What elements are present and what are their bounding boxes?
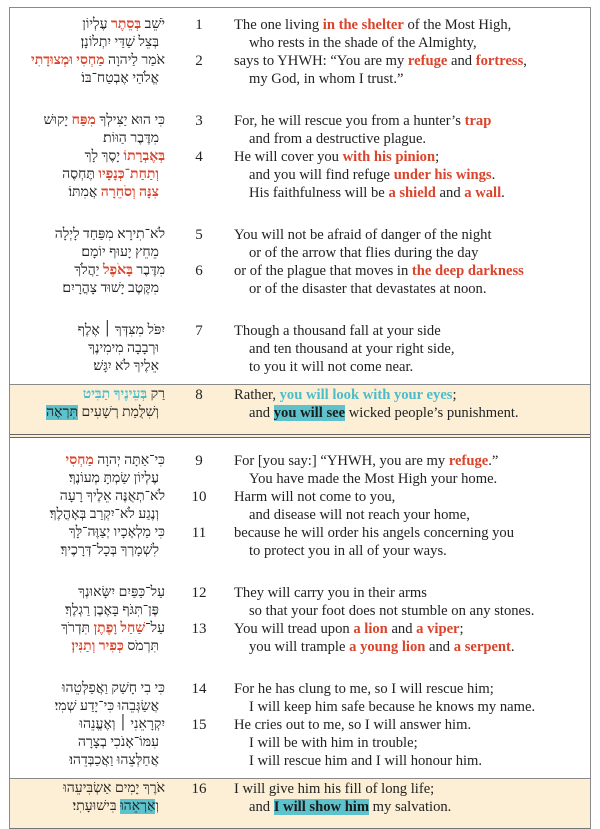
text-segment: to you it will not come near. [249, 359, 414, 375]
text-segment: מִדֶּבֶר [132, 263, 165, 278]
english-translation [221, 226, 492, 262]
verse-row [10, 16, 590, 52]
english-line [234, 16, 511, 34]
text-segment: יָקוּשׁ [43, 113, 72, 128]
hebrew-text [10, 16, 165, 52]
english-line [234, 638, 515, 656]
text-segment: because he will order his angels concerning you [234, 525, 515, 541]
english-line [234, 798, 451, 816]
verse-number: 3 [195, 113, 203, 129]
english-translation [221, 386, 519, 422]
hebrew-line [10, 226, 165, 244]
english-line [234, 358, 455, 376]
hebrew-line [10, 470, 165, 488]
verse-number: 5 [195, 227, 203, 243]
text-segment: יִקְרָאֵנִי ׀ וְאֶעֱנֵהוּ [79, 717, 165, 732]
english-translation [221, 112, 491, 148]
english-line [234, 130, 491, 148]
verse-row [10, 780, 590, 816]
hebrew-line [10, 16, 165, 34]
hebrew-line [10, 798, 165, 816]
text-segment: לֹא־תְאֻנֶּה אֵלֶיךָ רָעָה [59, 489, 165, 504]
text-segment: my salvation. [369, 799, 452, 815]
text-segment: יֹשֵׁב [141, 17, 165, 32]
emphasized-phrase: refuge [448, 453, 489, 469]
english-translation [221, 620, 515, 656]
text-segment: Harm will not come to you, [234, 489, 396, 505]
hebrew-line [10, 524, 165, 542]
text-segment: כִּי בִי חָשַׁק וַאֲפַלְּטֵהוּ [61, 681, 165, 696]
text-segment: and [249, 799, 274, 815]
text-segment: ; [452, 387, 457, 403]
text-segment: and [387, 621, 417, 637]
text-segment: כִּי הוּא יַצִּילְךָ [95, 113, 165, 128]
emphasized-phrase: the deep darkness [411, 263, 524, 279]
english-translation [221, 680, 535, 716]
english-line [234, 404, 519, 422]
text-segment: כִּי מַלְאָכָיו יְצַוֶּה־לָּךְ [68, 525, 165, 540]
verse-row [10, 524, 590, 560]
hebrew-line [10, 386, 165, 404]
text-segment: . [491, 167, 496, 183]
hebrew-line [10, 130, 165, 148]
english-translation [221, 584, 534, 620]
english-line [234, 386, 519, 404]
emphasized-phrase: בָּאֹפֶל [102, 263, 133, 278]
english-line [234, 524, 514, 542]
english-translation [221, 524, 514, 560]
text-segment: פֶּן־תִּגֹּף בָּאֶבֶן רַגְלֶךָ׃ [64, 603, 159, 618]
verse-number: 6 [195, 263, 203, 279]
verse-number: 11 [191, 525, 207, 541]
text-segment: יַהֲלֹךְ [74, 263, 103, 278]
verse-row [10, 716, 590, 770]
text-segment: מִקֶּטֶב יָשׁוּד צָהֳרָיִם׃ [62, 281, 159, 296]
english-translation [221, 16, 511, 52]
emphasized-phrase: כְּפִיר [98, 639, 124, 654]
stanza [10, 438, 590, 568]
hebrew-text [10, 52, 165, 88]
stanza [10, 104, 590, 210]
text-segment: וְשִׁלֻּמַת רְשָׁעִים [78, 405, 159, 420]
verse-number: 15 [191, 717, 207, 733]
text-segment: and [447, 53, 476, 69]
text-segment: .” [488, 453, 499, 469]
emphasized-phrase: fortress [475, 53, 524, 69]
text-segment: לִשְׁמָרְךָ בְּכָל־דְּרָכֶיךָ׃ [60, 543, 159, 558]
hebrew-line [10, 322, 165, 340]
emphasized-phrase: you will look with your eyes [279, 387, 453, 403]
hebrew-line [10, 584, 165, 602]
emphasized-phrase: a wall [464, 185, 502, 201]
hebrew-line [10, 680, 165, 698]
text-segment: and from a destructive plague. [249, 131, 427, 147]
hebrew-text [10, 488, 165, 524]
text-segment: He will cover you [234, 149, 343, 165]
verse-row [10, 322, 590, 376]
hebrew-text [10, 112, 165, 148]
text-segment: אֹמַר לַיהוָה [104, 53, 165, 68]
emphasized-phrase: a serpent [453, 639, 511, 655]
stanza [10, 672, 590, 778]
hebrew-text [10, 780, 165, 816]
english-line [234, 244, 492, 262]
text-segment: עַל־כַּפַּיִם יִשָּׂאוּנְךָ [78, 585, 165, 600]
hebrew-text [10, 524, 165, 560]
verse-number: 8 [195, 387, 203, 403]
highlighted-phrase: תִּרְאֶה [46, 405, 78, 420]
text-segment: אֹרֶךְ יָמִים אַשְׂבִּיעֵהוּ [63, 781, 165, 796]
stanza [10, 8, 590, 96]
english-line [234, 112, 491, 130]
verse-number: 4 [195, 149, 203, 165]
emphasized-phrase: with his pinion [342, 149, 436, 165]
emphasized-phrase: בְּסֵתֶר [111, 17, 142, 32]
english-translation [221, 452, 498, 488]
hebrew-line [10, 34, 165, 52]
verse-number: 9 [195, 453, 203, 469]
verse-row [10, 226, 590, 262]
verse-number: 7 [195, 323, 203, 339]
english-line [234, 620, 515, 638]
verse-number: 16 [191, 781, 207, 797]
text-segment: לֹא־תִירָא מִפַּחַד לָיְלָה [54, 227, 165, 242]
verse-number: 1 [195, 17, 203, 33]
hebrew-line [10, 52, 165, 70]
text-segment: I will keep him safe because he knows my name. [249, 699, 536, 715]
text-segment: For, he will rescue you from a hunter’s [234, 113, 465, 129]
hebrew-line [10, 70, 165, 88]
english-line [234, 262, 524, 280]
text-segment: or of the plague that moves in [234, 263, 412, 279]
hebrew-line [10, 780, 165, 798]
hebrew-line [10, 602, 165, 620]
emphasized-phrase: מִפַּח [71, 113, 96, 128]
text-segment: I will give him his fill of long life; [234, 781, 435, 797]
hebrew-text [10, 262, 165, 298]
hebrew-line [10, 542, 165, 560]
verse-row [10, 262, 590, 298]
english-line [234, 602, 534, 620]
stanza [10, 314, 590, 384]
hebrew-text [10, 584, 165, 620]
emphasized-phrase: צִנָּה [139, 185, 159, 200]
highlighted-phrase: I will show him [273, 799, 370, 815]
text-segment: Though a thousand fall at your side [234, 323, 441, 339]
text-segment: you will trample [249, 639, 350, 655]
hebrew-text [10, 620, 165, 656]
text-segment: His faithfulness will be [249, 185, 389, 201]
hebrew-text [10, 680, 165, 716]
text-segment: אֱלֹהַי אֶבְטַח־בּוֹ׃ [81, 71, 159, 86]
verse-row [10, 584, 590, 620]
english-line [234, 470, 498, 488]
hebrew-text [10, 452, 165, 488]
verse-number: 2 [195, 53, 203, 69]
psalm-table [9, 7, 591, 829]
text-segment: and [425, 639, 454, 655]
english-line [234, 488, 470, 506]
verse-row [10, 386, 590, 422]
text-segment: בְּצֵל שַׁדַּי יִתְלוֹנָן׃ [80, 35, 159, 50]
hebrew-line [10, 404, 165, 422]
text-segment: אֵלֶיךָ לֹא יִגָּשׁ׃ [93, 359, 159, 374]
text-segment: They will carry you in their arms [234, 585, 427, 601]
emphasized-phrase: בְּעֵינֶיךָ תַבִּיט [82, 387, 148, 402]
hebrew-line [10, 280, 165, 298]
english-line [234, 734, 482, 752]
emphasized-phrase: בְּאֶבְרָתוֹ [123, 149, 165, 164]
emphasized-phrase: מַחְסִי וּמְצוּדָתִי [31, 53, 105, 68]
text-segment: For [you say:] “YHWH, you are my [234, 453, 449, 469]
english-translation [221, 52, 527, 88]
highlighted-phrase: אַרְאֵהוּ [120, 799, 156, 814]
english-line [234, 780, 451, 798]
hebrew-text [10, 226, 165, 262]
text-segment: מֵחֵץ יָעוּף יוֹמָם׃ [81, 245, 159, 260]
english-translation [221, 262, 524, 298]
text-segment: He cries out to me, so I will answer him. [234, 717, 472, 733]
english-line [234, 52, 527, 70]
text-segment: of the Most High, [403, 17, 512, 33]
verse-row [10, 452, 590, 488]
emphasized-phrase: a viper [416, 621, 460, 637]
hebrew-line [10, 620, 165, 638]
english-line [234, 166, 505, 184]
verse-number: 13 [191, 621, 207, 637]
english-line [234, 184, 505, 202]
emphasized-phrase: וְתַחַת־כְּנָפָיו [98, 167, 159, 182]
text-segment: , [523, 53, 527, 69]
text-segment: . [510, 639, 515, 655]
text-segment: who rests in the shade of the Almighty, [249, 35, 477, 51]
english-translation [221, 322, 455, 376]
text-segment: רַק [147, 387, 165, 402]
emphasized-phrase: a young lion [349, 639, 426, 655]
emphasized-phrase: וְתַנִּין [71, 639, 96, 654]
text-segment: wicked people’s punishment. [345, 405, 519, 421]
text-segment: וּרְבָבָה מִימִינֶךָ [88, 341, 159, 356]
text-segment: For he has clung to me, so I will rescue him; [234, 681, 494, 697]
hebrew-text [10, 716, 165, 770]
english-line [234, 226, 492, 244]
verse-row [10, 680, 590, 716]
hebrew-line [10, 716, 165, 734]
text-segment: my God, in whom I trust.” [249, 71, 404, 87]
text-segment: כִּי־אַתָּה יְהוָה [93, 453, 165, 468]
hebrew-line [10, 340, 165, 358]
verse-row [10, 52, 590, 88]
hebrew-text [10, 386, 165, 422]
hebrew-line [10, 734, 165, 752]
verse-row [10, 488, 590, 524]
verse-number: 12 [191, 585, 207, 601]
emphasized-phrase: trap [464, 113, 492, 129]
english-line [234, 584, 534, 602]
highlighted-stanza [10, 778, 590, 828]
text-segment: and disease will not reach your home, [249, 507, 470, 523]
emphasized-phrase: a lion [353, 621, 388, 637]
text-segment: I will rescue him and I will honour him. [249, 753, 483, 769]
text-segment: בִּישׁוּעָתִי׃ [72, 799, 121, 814]
text-segment: תֶּחְסֶה [62, 167, 99, 182]
text-segment: The one living [234, 17, 323, 33]
hebrew-text [10, 148, 165, 202]
english-translation [221, 780, 451, 816]
english-line [234, 680, 535, 698]
emphasized-phrase: וְסֹחֵרָה [100, 185, 136, 200]
text-segment: . [501, 185, 505, 201]
text-segment: אֲחַלְּצֵהוּ וַאֲכַבְּדֵהוּ׃ [69, 753, 159, 768]
hebrew-line [10, 166, 165, 184]
verse-row [10, 112, 590, 148]
text-segment: אֲמִתּוֹ׃ [68, 185, 101, 200]
emphasized-phrase: in the shelter [322, 17, 404, 33]
text-segment: מִדֶּבֶר הַוּוֹת׃ [103, 131, 159, 146]
text-segment: You will tread upon [234, 621, 354, 637]
verse-number: 10 [191, 489, 207, 505]
emphasized-phrase: under his wings [393, 167, 492, 183]
hebrew-line [10, 184, 165, 202]
text-segment: I will be with him in trouble; [249, 735, 418, 751]
verse-number: 14 [191, 681, 207, 697]
text-segment: You will not be afraid of danger of the night [234, 227, 492, 243]
text-segment: אֲשַׂגְּבֵהוּ כִּי־יָדַע שְׁמִי׃ [54, 699, 159, 714]
english-line [234, 340, 455, 358]
stanza [10, 576, 590, 664]
hebrew-line [10, 506, 165, 524]
hebrew-line [10, 112, 165, 130]
verse-row [10, 620, 590, 656]
text-segment: וְ [155, 799, 159, 814]
text-segment: or of the disaster that devastates at noon. [249, 281, 487, 297]
english-line [234, 716, 482, 734]
text-segment: יִפֹּל מִצִּדְּךָ ׀ אֶלֶף [77, 323, 165, 338]
highlighted-stanza [10, 384, 590, 438]
text-segment: and [435, 185, 465, 201]
emphasized-phrase: a shield [388, 185, 436, 201]
text-segment: You have made the Most High your home. [249, 471, 498, 487]
hebrew-line [10, 452, 165, 470]
text-segment: so that your foot does not stumble on any stones. [249, 603, 535, 619]
hebrew-line [10, 244, 165, 262]
hebrew-line [10, 262, 165, 280]
text-segment: and [249, 405, 274, 421]
hebrew-line [10, 638, 165, 656]
english-line [234, 280, 524, 298]
stanza [10, 218, 590, 306]
english-line [234, 506, 470, 524]
text-segment: וְנֶגַע לֹא־יִקְרַב בְּאָהֳלֶךָ׃ [49, 507, 159, 522]
english-translation [221, 716, 482, 770]
english-line [234, 752, 482, 770]
hebrew-text [10, 322, 165, 376]
text-segment: תִּדְרֹךְ [61, 621, 94, 636]
english-line [234, 542, 514, 560]
text-segment: תִּרְמֹס [123, 639, 159, 654]
english-line [234, 34, 511, 52]
english-translation [221, 488, 470, 524]
text-segment: יָסֶךְ לָךְ [84, 149, 124, 164]
text-segment: and you will find refuge [249, 167, 394, 183]
english-line [234, 698, 535, 716]
hebrew-line [10, 752, 165, 770]
text-segment: ; [459, 621, 464, 637]
text-segment: says to YHWH: “You are my [234, 53, 408, 69]
emphasized-phrase: refuge [407, 53, 448, 69]
text-segment: and ten thousand at your right side, [249, 341, 455, 357]
text-segment: ; [435, 149, 440, 165]
text-segment: עֶלְיוֹן שַׂמְתָּ מְעוֹנֶךָ׃ [68, 471, 159, 486]
emphasized-phrase: שַׁחַל [120, 621, 146, 636]
english-line [234, 452, 498, 470]
text-segment: עַל־ [145, 621, 165, 636]
hebrew-line [10, 358, 165, 376]
text-segment: or of the arrow that flies during the day [249, 245, 479, 261]
text-segment: to protect you in all of your ways. [249, 543, 447, 559]
text-segment: עֶלְיוֹן [82, 17, 112, 32]
emphasized-phrase: וָפֶתֶן [93, 621, 117, 636]
hebrew-line [10, 698, 165, 716]
text-segment: Rather, [234, 387, 280, 403]
english-translation [221, 148, 505, 202]
hebrew-line [10, 148, 165, 166]
english-line [234, 148, 505, 166]
english-line [234, 70, 527, 88]
text-segment: עִמּוֹ־אָנֹכִי בְצָרָה [77, 735, 159, 750]
verse-row [10, 148, 590, 202]
emphasized-phrase: מַחְסִי [65, 453, 94, 468]
hebrew-line [10, 488, 165, 506]
english-line [234, 322, 455, 340]
highlighted-phrase: you will see [273, 405, 346, 421]
